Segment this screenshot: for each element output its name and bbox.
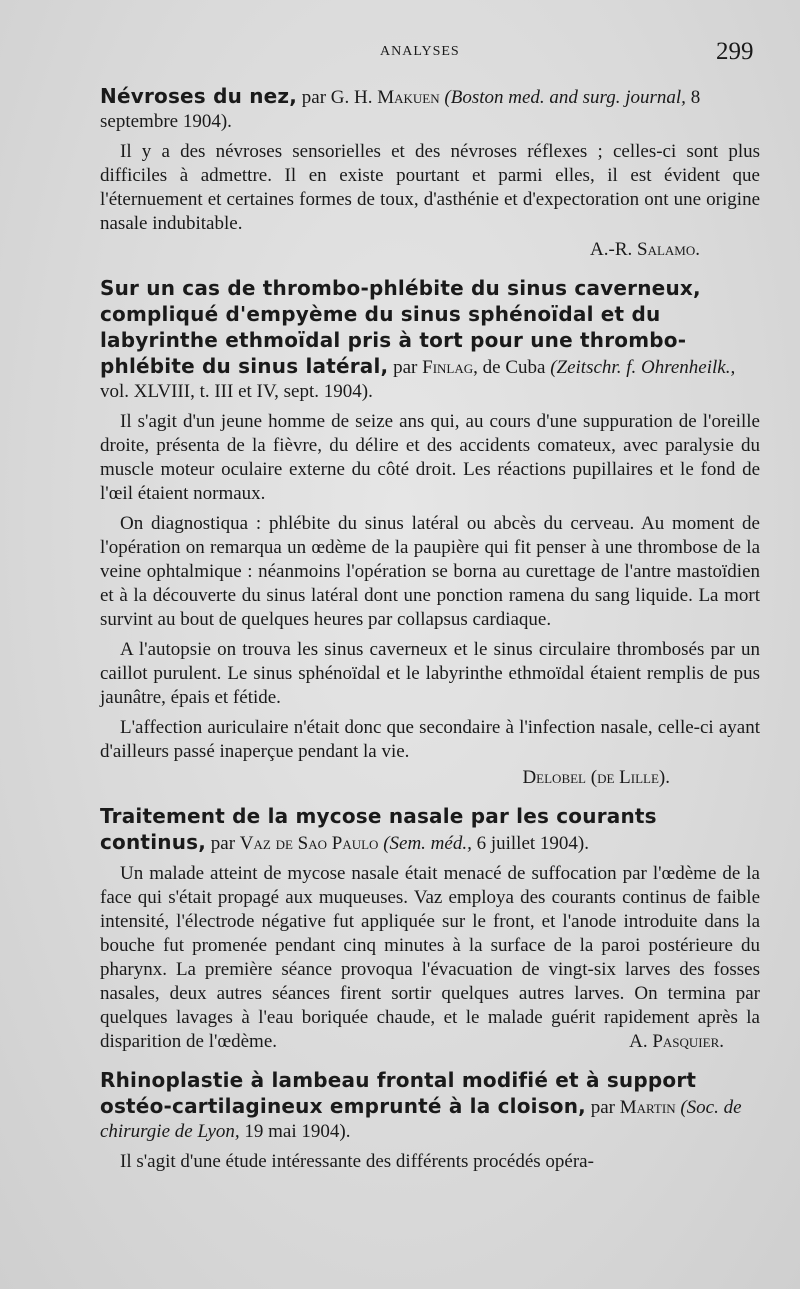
article-heading [100,804,760,856]
article-source: (Zeitschr. f. Ohrenheilk., [550,357,736,378]
byline-prefix: par [206,833,240,854]
article-nevroses-du-nez [100,84,760,262]
article-heading [100,84,760,134]
page-content [100,84,760,1188]
byline-prefix: par G. H. [297,87,378,108]
article-paragraph: A l'autopsie on trouva les sinus caverneux et le sinus circulaire thrombosés par un caillot purulent. Le sinus sphénoïdal et le labyrinthe ethmoïdal étaient remplis de pus jaunâtre, épais et fétide. [100,639,760,708]
article-author: Makuen [377,87,440,108]
article-mycose-nasale [100,804,760,1054]
article-date: 8 septembre 1904). [100,87,701,132]
article-title: Sur un cas de thrombo-phlébite du sinus caverneux, compliqué d'empyème du sinus sphénoïdal et du labyrinthe ethmoïdal pris à tort pour une thrombo-phlébite du sinus latéral, [100,276,701,378]
article-title: Traitement de la mycose nasale par les courants continus, [100,804,657,854]
article-title: Névroses du nez, [100,84,298,108]
article-signature: A. Pasquier. [629,1031,724,1052]
article-paragraph: Un malade atteint de mycose nasale était menacé de suffocation par l'œdème de la face qui s'était propagé aux muqueuses. Vaz employa des courants continus de faible intensité, l'électrode négative fut appliquée sur le front, et l'anode introduite dans la bouche fut promenée pendant cinq minutes à la surface de la paroi postérieure du pharynx. La première séance provoqua l'évacuation de vingt-six larves des fosses nasales, deux autres séances firent sortir quelques autres larves. On termina par quelques lavages à l'eau boriquée chaude, et le malade guérit rapidement après la disparition de l'œdème. [100,863,760,1052]
article-paragraph: On diagnostiqua : phlébite du sinus latéral ou abcès du cerveau. Au moment de l'opération on remarqua un œdème de la paupière qui fit penser à une thrombose de la veine ophtalmique : néanmoins l'opération se borna au curettage de l'antre mastoïdien et à la découverte du sinus latéral dont une ponction ramena du sang liquide. La mort survint au bout de quelques heures par collapsus cardiaque. [100,513,760,630]
article-paragraph: Il s'agit d'un jeune homme de seize ans qui, au cours d'une suppuration de l'oreille droite, présenta de la fièvre, du délire et des accidents comateux, avec paralysie du muscle moteur oculaire externe du côté droit. Les réactions pupillaires et le fond de l'œil étaient normaux. [100,411,760,504]
article-author: Vaz de Sao Paulo [239,833,379,854]
article-date: 6 juillet 1904). [471,833,589,854]
byline-prefix: par [388,357,423,378]
byline-middle: , de Cuba [473,357,551,378]
article-heading [100,1068,760,1144]
article-rhinoplastie [100,1068,760,1174]
article-source: (Soc. de chirurgie de Lyon, [100,1097,742,1142]
running-title: ANALYSES [380,44,460,59]
page-number: 299 [716,38,754,65]
byline-prefix: par [585,1097,620,1118]
signature-text: Delobel (de Lille). [522,767,670,788]
article-date: 19 mai 1904). [239,1121,351,1142]
article-paragraph: Il s'agit d'une étude intéressante des différents procédés opéra- [120,1151,594,1172]
article-author: Martin [619,1097,676,1118]
article-title: Rhinoplastie à lambeau frontal modifié et à support ostéo-cartilagineux emprunté à la cloison, [100,1068,697,1118]
page-header [0,36,800,70]
article-heading [100,276,760,404]
article-signature [100,766,760,790]
article-source: (Boston med. and surg. journal, [444,87,686,108]
article-author: Finlag [422,357,474,378]
article-signature: A.-R. Salamo. [590,239,700,260]
article-date: vol. XLVIII, t. III et IV, sept. 1904). [100,381,373,402]
article-thrombo-phlebite [100,276,760,790]
article-paragraph: L'affection auriculaire n'était donc que secondaire à l'infection nasale, celle-ci ayant d'ailleurs passé inaperçue pendant la vie. [100,717,760,762]
article-source: (Sem. méd., [378,833,472,854]
article-paragraph: Il y a des névroses sensorielles et des névroses réflexes ; celles-ci sont plus difficiles à admettre. Il en existe pourtant et parmi elles, il est évident que l'éternuement et certaines formes de toux, d'asthénie et d'expectoration ont une origine nasale indubitable. [100,141,760,234]
